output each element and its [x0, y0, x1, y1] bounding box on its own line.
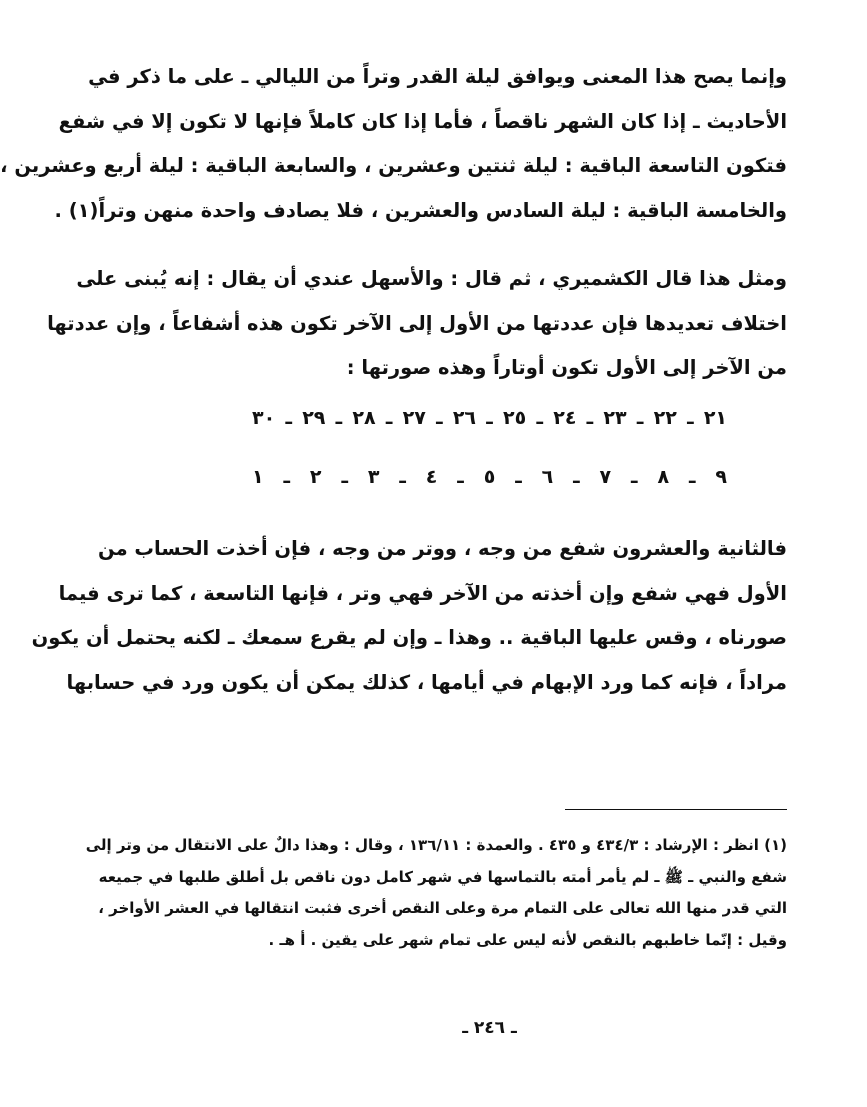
- text-line: من الآخر إلى الأول تكون أوتاراً وهذه صورتها :: [346, 356, 787, 379]
- number-sequence-ascending: [252, 407, 727, 429]
- footnote: [85, 830, 787, 956]
- sequence-number: ٢٥: [503, 407, 527, 429]
- sequence-dash: ـ: [586, 407, 594, 429]
- text-line: والخامسة الباقية : ليلة السادس والعشرين ، فلا يصادف واحدة منهن وتراً(١) .: [54, 198, 787, 222]
- footnote-line: (١) انظر : الإرشاد : ٤٣٤/٣ و ٤٣٥ . والعمدة : ١٣٦/١١ ، وقال : وهذا دالٌ على الانتقال من وتر إلى: [85, 836, 787, 854]
- sequence-number: ١: [252, 466, 264, 488]
- sequence-number: ٤: [425, 466, 438, 488]
- sequence-dash: ـ: [573, 466, 580, 488]
- sequence-number: ٢٧: [402, 407, 426, 429]
- footnote-separator: [565, 809, 787, 810]
- text-line: اختلاف تعديدها فإن عددتها من الأول إلى الآخر تكون هذه أشفاعاً ، وإن عددتها: [47, 311, 787, 335]
- paragraph-2: [47, 257, 787, 391]
- sequence-number: ٢٨: [352, 407, 376, 429]
- sequence-dash: ـ: [283, 466, 291, 488]
- paragraph-1: [0, 55, 787, 233]
- sequence-number: ٦: [541, 466, 554, 488]
- sequence-number: ٢١: [703, 407, 728, 429]
- footnote-line: التي قدر منها الله تعالى على التمام مرة وعلى النقص أخرى فثبت انتقالها في العشر الأواخر ،: [98, 899, 787, 917]
- paragraph-3: [31, 527, 787, 705]
- sequence-number: ٥: [483, 466, 496, 488]
- sequence-dash: ـ: [687, 407, 694, 429]
- sequence-number: ٢٣: [603, 407, 627, 429]
- text-line: فالثانية والعشرون شفع من وجه ، ووتر من وجه ، فإن أخذت الحساب من: [98, 537, 787, 560]
- sequence-dash: ـ: [457, 466, 464, 488]
- text-line: الأحاديث ـ إذا كان الشهر ناقصاً ، فأما إذا كان كاملاً فإنها لا تكون إلا في شفع: [58, 109, 787, 133]
- sequence-dash: ـ: [536, 407, 543, 429]
- sequence-dash: ـ: [636, 407, 644, 429]
- footnote-line: وقيل : إنّما خاطبهم بالنقص لأنه ليس على تمام شهر على يقين . أ هـ .: [268, 930, 787, 949]
- sequence-dash: ـ: [341, 466, 348, 488]
- text-line: الأول فهي شفع وإن أخذته من الآخر فهي وتر ، فإنها التاسعة ، كما ترى فيما: [58, 581, 787, 605]
- number-sequence-descending: [252, 466, 727, 488]
- text-line: صورناه ، وقس عليها الباقية .. وهذا ـ وإن لم يقرع سمعك ـ لكنه يحتمل أن يكون: [31, 626, 787, 649]
- sequence-dash: ـ: [688, 466, 696, 488]
- sequence-number: ٧: [599, 466, 612, 488]
- text-line: مراداً ، فإنه كما ورد الإبهام في أيامها ، كذلك يمكن أن يكون ورد في حسابها: [66, 670, 787, 694]
- sequence-number: ٨: [657, 466, 670, 488]
- sequence-dash: ـ: [515, 466, 522, 488]
- text-line: وإنما يصح هذا المعنى ويوافق ليلة القدر وتراً من الليالي ـ على ما ذكر في: [88, 65, 787, 88]
- sequence-dash: ـ: [399, 466, 406, 488]
- sequence-number: ٢٤: [553, 407, 577, 429]
- sequence-dash: ـ: [385, 407, 393, 429]
- sequence-number: ٢٩: [302, 407, 326, 429]
- sequence-dash: ـ: [285, 407, 292, 429]
- sequence-dash: ـ: [436, 407, 443, 429]
- text-line: فتكون التاسعة الباقية : ليلة ثنتين وعشرين ، والسابعة الباقية : ليلة أربع وعشرين ،: [0, 154, 787, 177]
- sequence-dash: ـ: [631, 466, 638, 488]
- sequence-number: ٣: [367, 466, 380, 488]
- sequence-number: ٢: [309, 466, 322, 488]
- page-number: ـ ٢٤٦ ـ: [462, 1018, 517, 1038]
- sequence-number: ٢٦: [452, 407, 477, 429]
- sequence-number: ٩: [715, 466, 727, 488]
- sequence-dash: ـ: [486, 407, 493, 429]
- sequence-number: ٢٢: [653, 407, 677, 429]
- text-line: ومثل هذا قال الكشميري ، ثم قال : والأسهل عندي أن يقال : إنه يُبنى على: [76, 267, 787, 290]
- sequence-dash: ـ: [335, 407, 343, 429]
- sequence-number: ٣٠: [252, 407, 276, 429]
- footnote-line: شفع والنبي ـ ﷺ ـ لم يأمر أمته بالتماسها في شهر كامل دون ناقص بل أطلق طلبها في جميعه: [98, 867, 787, 886]
